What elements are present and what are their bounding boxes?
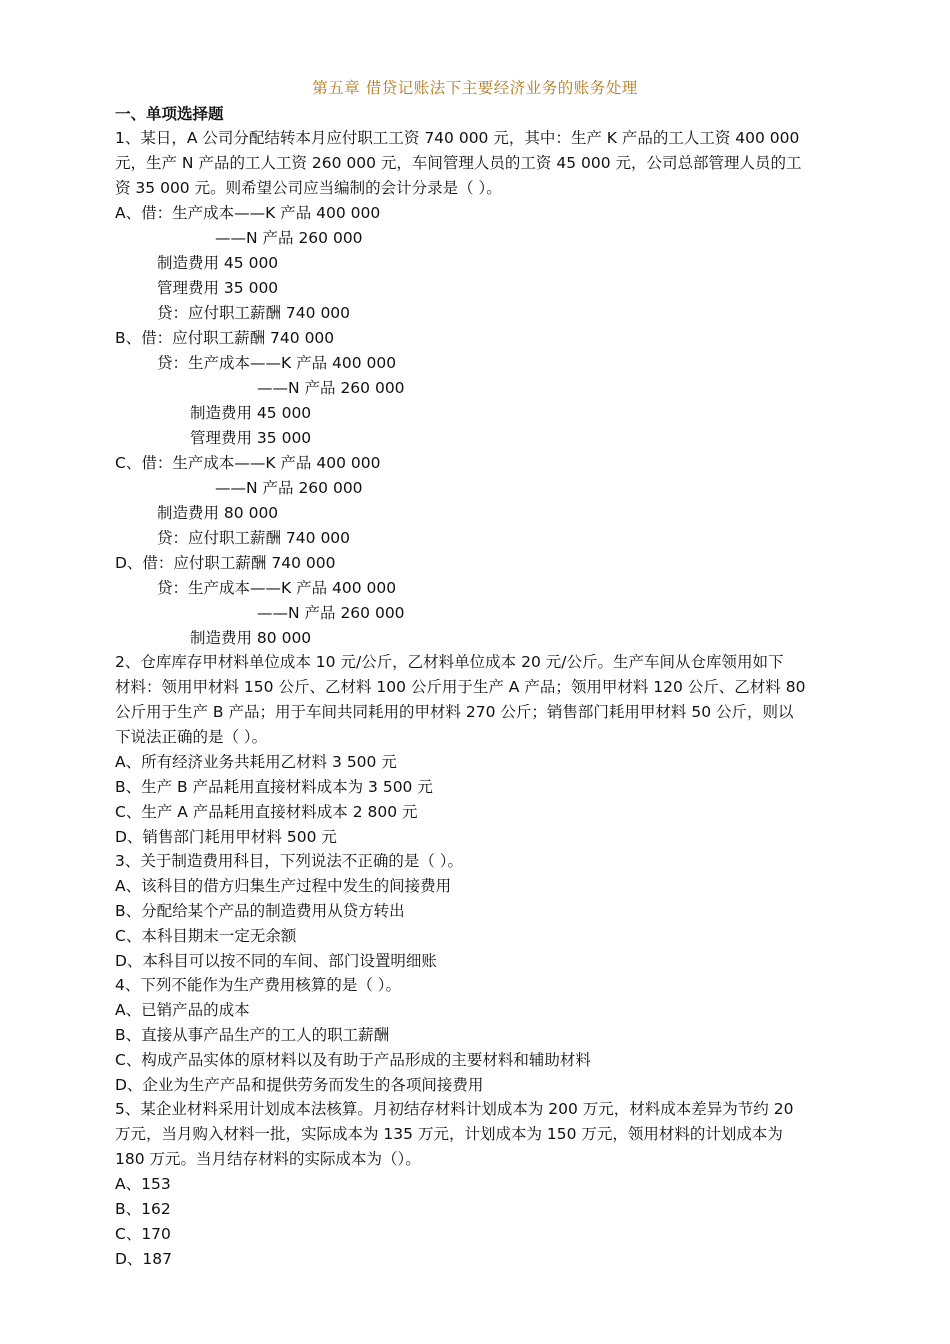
q4-option: C、构成产品实体的原材料以及有助于产品形成的主要材料和辅助材料 bbox=[115, 1051, 591, 1069]
q4-option: D、企业为生产产品和提供劳务而发生的各项间接费用 bbox=[115, 1076, 484, 1094]
q1-option-d-line: ——N 产品 260 000 bbox=[257, 604, 405, 622]
chapter-title: 第五章 借贷记账法下主要经济业务的账务处理 bbox=[312, 79, 638, 97]
q2-stem-line: 公斤用于生产 B 产品；用于车间共同耗用的甲材料 270 公斤；销售部门耗用甲材料 50 公斤，则以 bbox=[115, 703, 794, 721]
q5-stem-line: 5、某企业材料采用计划成本法核算。月初结存材料计划成本为 200 万元，材料成本差异为节约 20 bbox=[115, 1100, 794, 1118]
q1-option-d-line: D、借：应付职工薪酬 740 000 bbox=[115, 554, 336, 572]
q1-option-b-line: B、借：应付职工薪酬 740 000 bbox=[115, 329, 335, 347]
q5-option: A、153 bbox=[115, 1175, 171, 1193]
q5-stem-line: 180 万元。当月结存材料的实际成本为（）。 bbox=[115, 1150, 421, 1168]
q3-option: D、本科目可以按不同的车间、部门设置明细账 bbox=[115, 952, 437, 970]
q1-option-a-line: 贷：应付职工薪酬 740 000 bbox=[157, 304, 351, 322]
q1-option-b-line: ——N 产品 260 000 bbox=[257, 379, 405, 397]
q2-stem-line: 2、仓库库存甲材料单位成本 10 元/公斤，乙材料单位成本 20 元/公斤。生产车间从仓库领用如下 bbox=[115, 653, 784, 671]
q1-option-b-line: 制造费用 45 000 bbox=[190, 404, 312, 422]
q5-option: D、187 bbox=[115, 1250, 173, 1268]
q5-option: C、170 bbox=[115, 1225, 171, 1243]
q4-option: A、已销产品的成本 bbox=[115, 1001, 250, 1019]
q2-option: C、生产 A 产品耗用直接材料成本 2 800 元 bbox=[115, 803, 418, 821]
q1-option-d-line: 制造费用 80 000 bbox=[190, 629, 312, 647]
q1-option-b-line: 管理费用 35 000 bbox=[190, 429, 312, 447]
q1-option-c-line: 制造费用 80 000 bbox=[157, 504, 279, 522]
q5-stem-line: 万元，当月购入材料一批，实际成本为 135 万元，计划成本为 150 万元，领用材料的计划成本为 bbox=[115, 1125, 783, 1143]
q1-option-a-line: ——N 产品 260 000 bbox=[215, 229, 363, 247]
q1-option-c-line: ——N 产品 260 000 bbox=[215, 479, 363, 497]
q2-option: D、销售部门耗用甲材料 500 元 bbox=[115, 828, 337, 846]
q1-option-c-line: 贷：应付职工薪酬 740 000 bbox=[157, 529, 351, 547]
q1-option-c-line: C、借：生产成本——K 产品 400 000 bbox=[115, 454, 381, 472]
q1-stem-line: 元，生产 N 产品的工人工资 260 000 元，车间管理人员的工资 45 000 元，公司总部管理人员的工 bbox=[115, 154, 802, 172]
q3-option: A、该科目的借方归集生产过程中发生的间接费用 bbox=[115, 877, 452, 895]
q1-option-a-line: 制造费用 45 000 bbox=[157, 254, 279, 272]
q1-stem-line: 1、某日，A 公司分配结转本月应付职工工资 740 000 元，其中：生产 K 产品的工人工资 400 000 bbox=[115, 129, 800, 147]
q1-option-d-line: 贷：生产成本——K 产品 400 000 bbox=[157, 579, 397, 597]
section-heading: 一、单项选择题 bbox=[115, 105, 224, 123]
q2-stem-line: 下说法正确的是（ ）。 bbox=[115, 728, 268, 746]
q5-option: B、162 bbox=[115, 1200, 171, 1218]
q3-option: B、分配给某个产品的制造费用从贷方转出 bbox=[115, 902, 405, 920]
q4-stem: 4、下列不能作为生产费用核算的是（ ）。 bbox=[115, 976, 402, 994]
q2-option: B、生产 B 产品耗用直接材料成本为 3 500 元 bbox=[115, 778, 433, 796]
q1-stem-line: 资 35 000 元。则希望公司应当编制的会计分录是（ ）。 bbox=[115, 179, 502, 197]
q2-option: A、所有经济业务共耗用乙材料 3 500 元 bbox=[115, 753, 397, 771]
q3-option: C、本科目期末一定无余额 bbox=[115, 927, 297, 945]
q1-option-a-line: A、借：生产成本——K 产品 400 000 bbox=[115, 204, 381, 222]
q2-stem-line: 材料：领用甲材料 150 公斤、乙材料 100 公斤用于生产 A 产品；领用甲材料 120 公斤、乙材料 80 bbox=[115, 678, 806, 696]
q4-option: B、直接从事产品生产的工人的职工薪酬 bbox=[115, 1026, 390, 1044]
q1-option-a-line: 管理费用 35 000 bbox=[157, 279, 279, 297]
q3-stem: 3、关于制造费用科目，下列说法不正确的是（ ）。 bbox=[115, 852, 464, 870]
q1-option-b-line: 贷：生产成本——K 产品 400 000 bbox=[157, 354, 397, 372]
